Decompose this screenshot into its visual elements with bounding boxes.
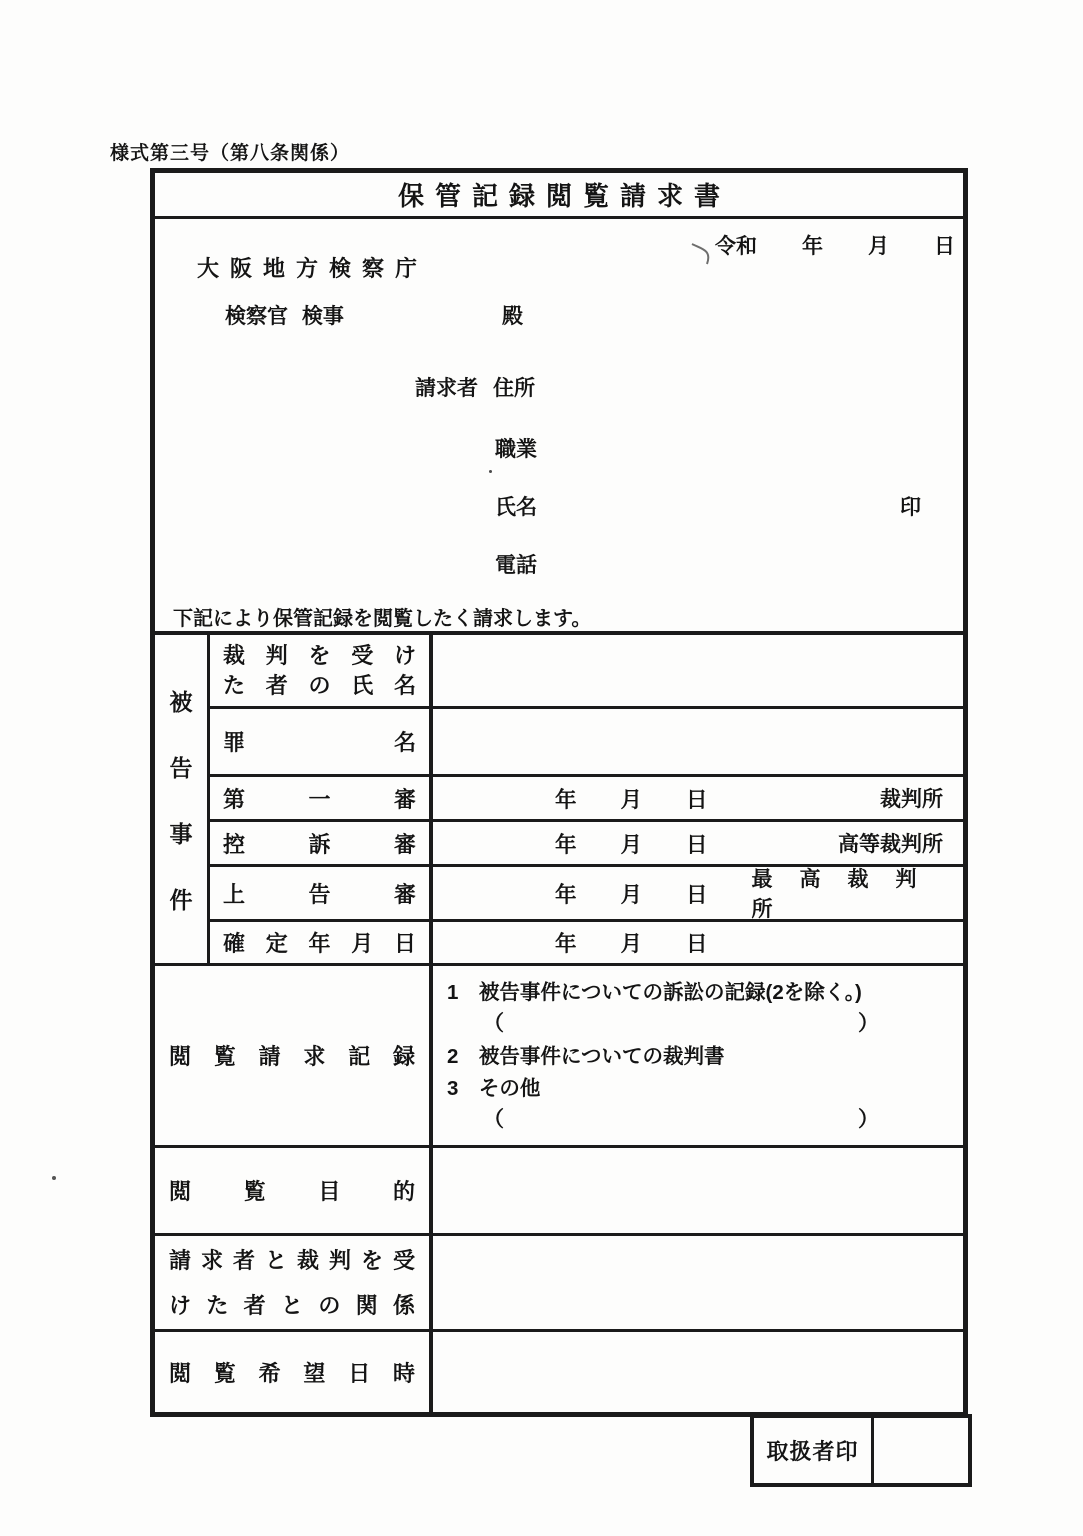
cell-final-appeal xyxy=(433,864,963,919)
cell-final-date xyxy=(433,919,963,963)
day-label: 日 xyxy=(686,932,708,956)
handler-stamp-label: 取扱者印 xyxy=(754,1418,874,1483)
side-label-defendant-case xyxy=(155,635,210,963)
month-label: 月 xyxy=(620,787,643,812)
paren-close: ） xyxy=(858,1012,879,1035)
form-title-row xyxy=(155,173,963,219)
date-line xyxy=(715,230,955,260)
occupation-label: 職業 xyxy=(495,438,537,461)
year-label: 年 xyxy=(555,787,577,812)
form-code-label: 様式第三号（第八条関係） xyxy=(110,143,351,164)
name-label: 氏名 xyxy=(495,496,537,519)
row-label-purpose: 閲覧目的 xyxy=(155,1145,433,1233)
requester-address-line xyxy=(415,372,535,402)
cell-purpose xyxy=(433,1145,963,1233)
handler-stamp-blank-cell xyxy=(874,1418,968,1483)
cell-requested-records xyxy=(433,963,963,1145)
honorific-dono: 殿 xyxy=(502,305,523,328)
record-paren-row xyxy=(483,1007,879,1037)
cell-relation xyxy=(433,1233,963,1329)
scan-artifact xyxy=(489,470,492,473)
day-label: 日 xyxy=(934,235,955,258)
court-label: 裁判所 xyxy=(880,788,943,811)
row-label-defendant-name: 裁判を受け た者の氏名 xyxy=(210,635,433,706)
paren-close: ） xyxy=(858,1108,879,1131)
row-label-charge: 罪名 xyxy=(210,706,433,774)
month-label: 月 xyxy=(620,932,643,956)
day-label: 日 xyxy=(686,882,708,907)
year-label: 年 xyxy=(555,832,577,857)
scan-artifact xyxy=(688,240,728,270)
cell-first-trial xyxy=(433,774,963,819)
requester-label: 請求者 xyxy=(415,377,478,400)
record-item-2: 2 被告事件についての裁判書 xyxy=(447,1045,725,1068)
side-char: 告 xyxy=(169,754,193,781)
supreme-court-label: 最高裁判所 xyxy=(751,868,944,921)
handler-stamp-box xyxy=(750,1414,972,1487)
cell-charge xyxy=(433,706,963,774)
year-label: 年 xyxy=(802,235,823,258)
month-label: 月 xyxy=(868,235,889,258)
side-char: 件 xyxy=(169,886,193,913)
year-label: 年 xyxy=(555,882,577,907)
cell-desired-datetime xyxy=(433,1329,963,1412)
request-statement: 下記により保管記録を閲覧したく請求します。 xyxy=(173,608,592,630)
prosecutor-line: 検察官 検事 xyxy=(225,305,344,328)
day-label: 日 xyxy=(686,787,708,812)
year-label: 年 xyxy=(555,932,577,956)
row-label-final-appeal: 上告審 xyxy=(210,864,433,919)
row-label-relation: 請求者と裁判を受 けた者との関係 xyxy=(155,1233,433,1329)
month-label: 月 xyxy=(620,882,643,907)
cell-defendant-name xyxy=(433,635,963,706)
row-label-first-trial: 第一審 xyxy=(210,774,433,819)
month-label: 月 xyxy=(620,832,643,857)
phone-label: 電話 xyxy=(495,554,537,577)
recipient-office: 大阪地方検察庁 xyxy=(197,256,429,281)
row-label-final-date: 確定年月日 xyxy=(210,919,433,963)
cell-appeal-trial xyxy=(433,819,963,864)
paren-open: （ xyxy=(483,1108,504,1131)
form-title: 保管記録閲覧請求書 xyxy=(397,181,731,211)
case-table xyxy=(155,635,963,1412)
row-label-appeal-trial: 控訴審 xyxy=(210,819,433,864)
form-header xyxy=(155,219,963,635)
request-form-table xyxy=(150,168,968,1417)
high-court-label: 高等裁判所 xyxy=(838,833,943,856)
seal-label: 印 xyxy=(900,496,921,519)
side-char: 被 xyxy=(169,688,193,715)
day-label: 日 xyxy=(686,832,708,857)
record-paren-row xyxy=(483,1103,879,1133)
paren-open: （ xyxy=(483,1012,504,1035)
record-item-3: 3 その他 xyxy=(447,1077,541,1100)
record-item-1: 1 被告事件についての訴訟の記録(2を除く。) xyxy=(447,981,862,1004)
address-label: 住所 xyxy=(493,377,535,400)
row-label-desired-datetime: 閲覧希望日時 xyxy=(155,1329,433,1412)
scan-artifact xyxy=(52,1176,56,1180)
side-char: 事 xyxy=(169,820,193,847)
era-label: 令和 xyxy=(715,235,757,258)
row-label-requested-records: 閲覧請求記録 xyxy=(155,963,433,1145)
